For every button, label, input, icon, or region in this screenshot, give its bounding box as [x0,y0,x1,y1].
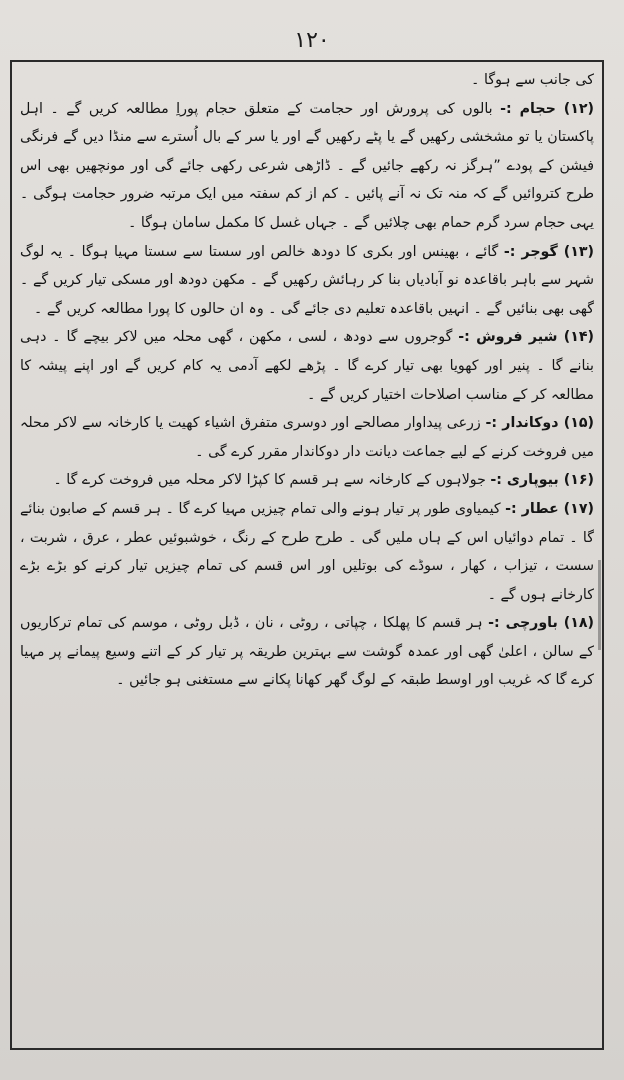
section-attar [20,495,594,609]
intro-line [20,66,594,95]
section-label: (۱۷) عطار :- [505,500,594,517]
section-text: زرعی پیداوار مصالحے اور دوسری متفرق اشیاء کھیت یا کارخانہ سے لاکر محلہ میں فروخت کرنے کے لیے جماعت دیانت دار دوکاندار مقرر کرے گی ۔ [20,415,594,460]
section-label: (۱۶) بیوپاری :- [490,472,594,489]
section-text: جولاہوں کے کارخانہ سے ہر قسم کا کپڑا لاکر محلہ میں فروخت کرے گا ۔ [53,472,486,489]
section-label: (۱۳) گوجر :- [503,243,594,260]
section-text: کیمیاوی طور پر تیار ہونے والی تمام چیزیں مہیا کرے گا ۔ ہر قسم کے صابون بنائے گا ۔ تمام دوائیاں اس کے ہاں ملیں گی ۔ طرح طرح کے رنگ ، خوشبوئیں عطر ، عرق ، شربت ، سست ، تیزاب ، کھار ، سوڈے کی بوتلیں اور اس قسم کی تمام چیزیں تیار کرنے کو بڑے بڑے کارخانے ہوں گے ۔ [20,500,594,603]
section-label: (۱۴) شیر فروش :- [458,329,594,346]
section-text: بالوں کی پرورش اور حجامت کے متعلق حجام پوراِ مطالعہ کریں گے ۔ اہل پاکستان یا تو مشخشی رکھیں گے یا پٹے رکھیں گے اور یا سر کے بال اُسترے سے منڈا دیں گے فرنگی فیشن کے پودے ”ہرگز نہ رکھے جائیں گے ۔ ڈاڑھی شرعی رکھی جائے گی اور مونچھیں بھی اس طرح کتروائیں گے کہ منہ تک نہ آنے پائیں ۔ کم از کم سفتہ میں ایک مرتبہ ضرور حجامت ہوگی ۔ یہی حجام سرد گرم حمام بھی چلائیں گے ۔ جہاں غسل کا مکمل سامان ہوگا ۔ [20,100,594,231]
page-number: ۱۲۰ [294,28,330,53]
section-text: گائے ، بھینس اور بکری کا دودھ خالص اور سستا سے سستا مہیا ہوگا ۔ یہ لوگ شہر سے باہر باقاعدہ نو آبادیاں بنا کر رہائش رکھیں گے ۔ مکھن دودھ اور مسکی تیار کریں گے ۔ گھی بھی بنائیں گے ۔ انہیں باقاعدہ تعلیم دی جائے گی ۔ وہ ان حالوں کا پورا مطالعہ کریں گے ۔ [20,243,594,317]
section-hajjam [20,95,594,238]
section-sheer-farosh [20,323,594,409]
intro-text: کی جانب سے ہوگا ۔ [471,72,594,88]
section-text: گوجروں سے دودھ ، لسی ، مکھن ، گھی محلہ میں لاکر بیچے گا ۔ دہی بنانے گا ۔ پنیر اور کھویا بھی تیار کرے گا ۔ پڑھے لکھے آدمی یہ کام کریں گے اور اپنے پیشہ کا مطالعہ کر کے مناسب اصلاحات اختیار کریں گے ۔ [20,329,594,403]
section-label: (۱۸) باورچی :- [488,615,594,632]
section-dukandar [20,409,594,466]
binding-shadow [598,560,601,650]
section-gujar [20,238,594,324]
section-beopari [20,466,594,495]
section-label: (۱۲) حجام :- [500,100,594,117]
page-body [20,66,594,1046]
section-label: (۱۵) دوکاندار :- [485,415,594,432]
section-text: ہر قسم کا پھلکا ، چپاتی ، روٹی ، نان ، ڈبل روٹی ، موسم کی تمام ترکاریوں کے سالن ، اعلیٰ گھی اور عمدہ گوشت سے بہترین طریقہ پر تیار کر کے اتنے وسیع پیمانے پر مہیا کرے گا کہ غریب اور اوسط طبقہ کے لوگ گھر کھانا پکانے سے مستغنی ہو جائیں ۔ [20,615,594,689]
section-bawarchi [20,609,594,695]
